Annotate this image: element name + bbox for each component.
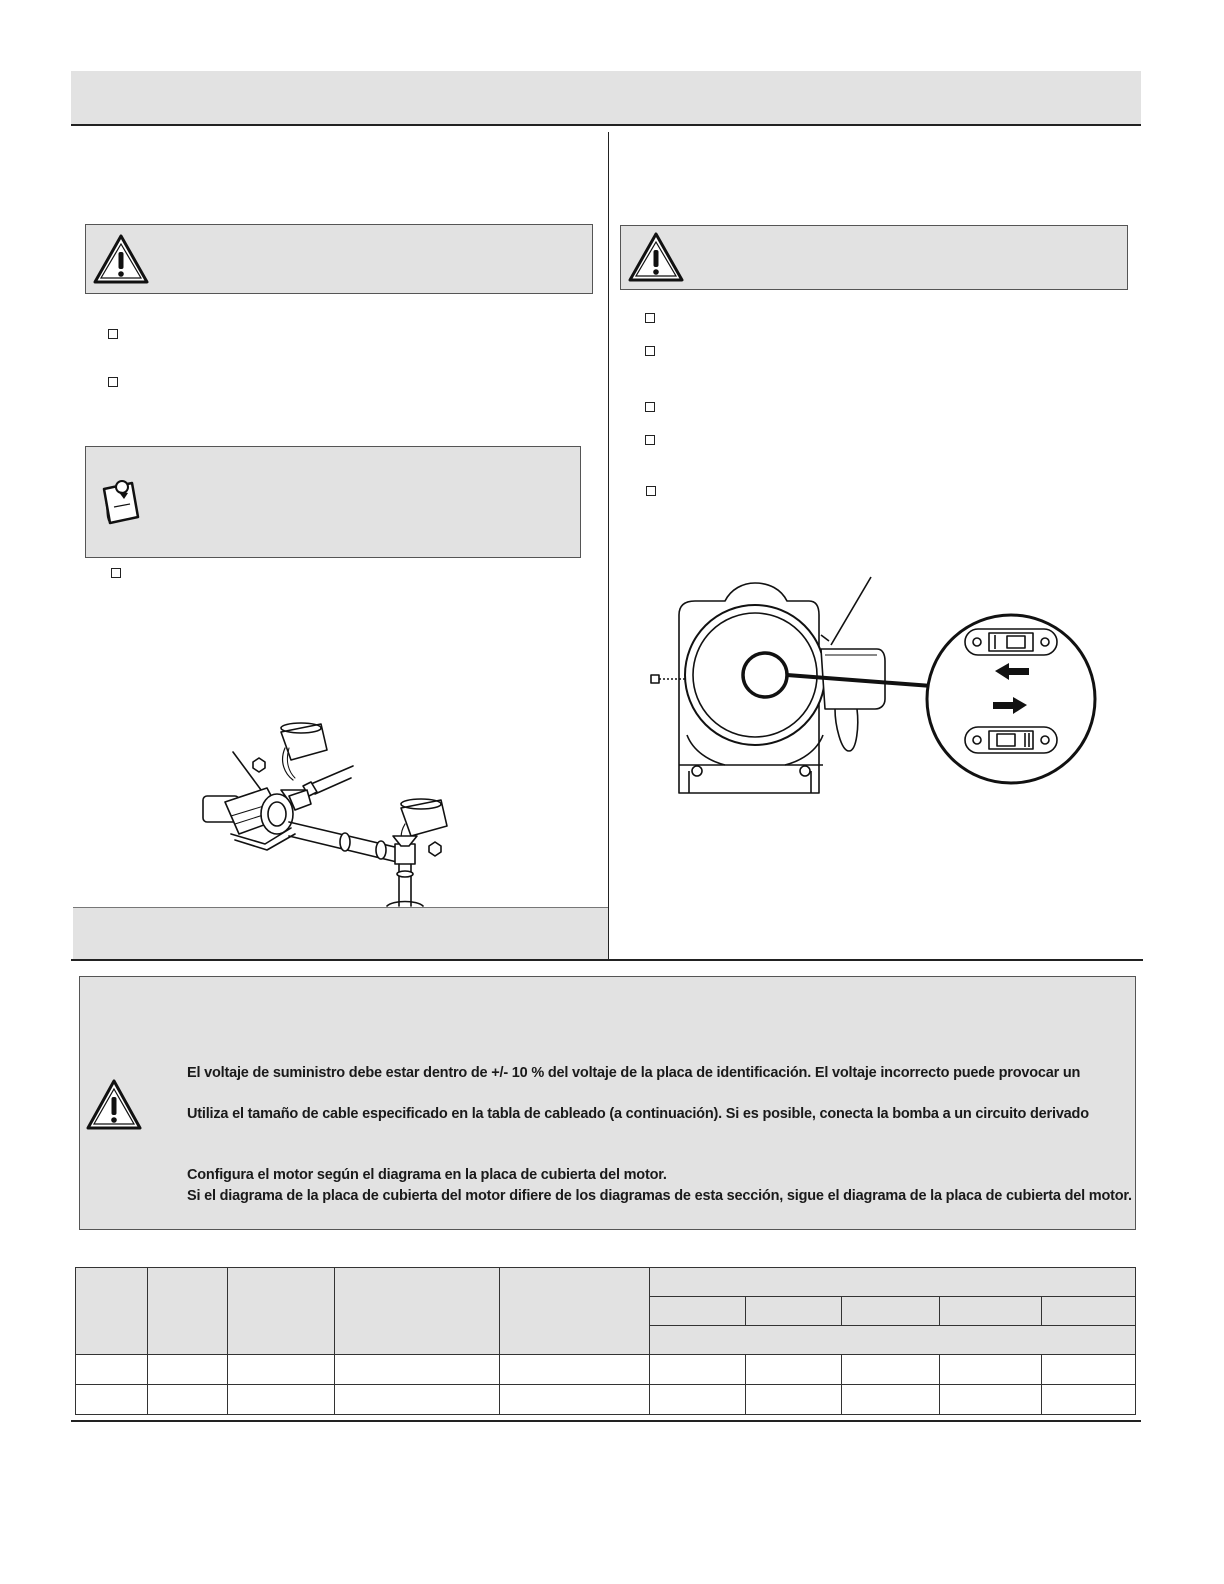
checkbox-icon (108, 377, 118, 387)
table-row (76, 1385, 1136, 1415)
warning-triangle-icon (85, 1078, 143, 1132)
left-warning-box (85, 224, 593, 294)
warning-triangle-icon (627, 231, 685, 283)
table-header-cell (228, 1268, 335, 1355)
bottom-rule (71, 1420, 1141, 1422)
checkbox-icon (645, 346, 655, 356)
note-pad-icon (100, 477, 144, 527)
table-row (76, 1355, 1136, 1385)
checkbox-icon (645, 435, 655, 445)
voltage-tolerance-text: El voltaje de suministro debe estar dentro de +/- 10 % del voltaje de la placa de identificación. El voltaje incorrecto puede provocar un (187, 1065, 1081, 1081)
table-header-cell (650, 1297, 746, 1326)
header-band (71, 71, 1141, 126)
checkbox-icon (646, 486, 656, 496)
table-header-cell (76, 1268, 148, 1355)
checkbox-icon (645, 313, 655, 323)
warning-triangle-icon (92, 233, 150, 285)
section-rule (71, 959, 1143, 961)
electrical-warning-panel (79, 976, 1136, 1230)
table-header-cell (650, 1268, 1136, 1297)
table-header-cell (746, 1297, 842, 1326)
checkbox-icon (108, 329, 118, 339)
left-note-box (85, 446, 581, 558)
right-warning-box (620, 225, 1128, 290)
table-header-cell (650, 1326, 1136, 1355)
table-header-cell (335, 1268, 500, 1355)
motor-voltage-switch-illustration (645, 575, 1105, 805)
table-header-cell (148, 1268, 228, 1355)
left-footer-strip (73, 907, 608, 960)
checkbox-icon (111, 568, 121, 578)
pump-priming-illustration (185, 718, 465, 908)
column-divider (608, 132, 609, 959)
wiring-table (75, 1267, 1136, 1415)
table-header-cell (842, 1297, 940, 1326)
checkbox-icon (645, 402, 655, 412)
diagram-precedence-text: Si el diagrama de la placa de cubierta del motor difiere de los diagramas de esta sección, sigue el diagrama de la placa de cubierta del motor. (187, 1188, 1132, 1204)
table-header-cell (940, 1297, 1042, 1326)
table-header-cell (1042, 1297, 1136, 1326)
table-header-cell (500, 1268, 650, 1355)
motor-config-text: Configura el motor según el diagrama en la placa de cubierta del motor. (187, 1167, 667, 1183)
wire-size-text: Utiliza el tamaño de cable especificado en la tabla de cableado (a continuación). Si es posible, conecta la bomba a un circuito derivado (187, 1106, 1089, 1122)
